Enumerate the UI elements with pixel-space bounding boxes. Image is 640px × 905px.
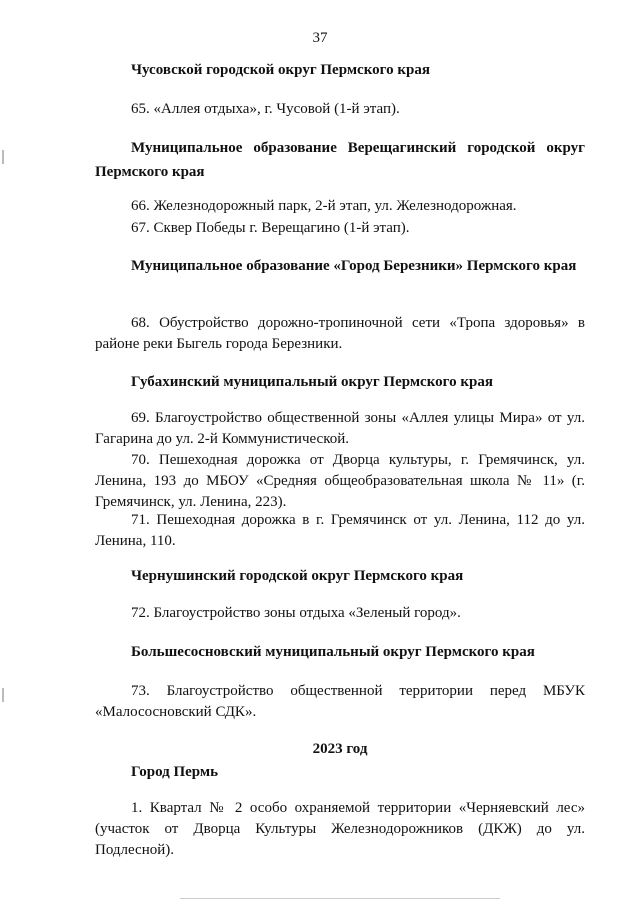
section-heading-gubakha: Губахинский муниципальный округ Пермского края [131, 374, 493, 390]
list-item-72: 72. Благоустройство зоны отдыха «Зеленый город». [131, 605, 461, 621]
list-item-68: 68. Обустройство дорожно-тропиночной сети «Тропа здоровья» в районе реки Быгель города Березники. [95, 315, 585, 352]
list-item-65: 65. «Аллея отдыха», г. Чусовой (1-й этап). [131, 101, 400, 117]
section-heading-chernushka: Чернушинский городской округ Пермского края [131, 568, 464, 584]
section-heading-bolshaya-sosnova: Большесосновский муниципальный округ Пермского края [131, 644, 535, 660]
scan-edge-mark [2, 688, 4, 702]
list-item-66: 66. Железнодорожный парк, 2-й этап, ул. Железнодорожная. [131, 198, 517, 214]
list-item-70: 70. Пешеходная дорожка от Дворца культуры, г. Гремячинск, ул. Ленина, 193 до МБОУ «Средняя общеобразовательная школа № 11» (г. Гремячинск, ул. Ленина, 223). [95, 452, 585, 510]
scan-edge-mark [2, 150, 4, 164]
city-heading: Город Пермь [131, 764, 219, 780]
section-heading-berezniki: Муниципальное образование «Город Березники» Пермского края [131, 258, 577, 274]
list-item-71: 71. Пешеходная дорожка в г. Гремячинск от ул. Ленина, 112 до ул. Ленина, 110. [95, 512, 585, 549]
section-heading-vereshchagino: Муниципальное образование Верещагинский городской округ Пермского края [95, 140, 585, 180]
list-item-69: 69. Благоустройство общественной зоны «Аллея улицы Мира» от ул. Гагарина до ул. 2-й Коммунистической. [95, 410, 585, 447]
section-heading-chusovoy: Чусовской городской округ Пермского края [131, 62, 430, 78]
list-item-67: 67. Сквер Победы г. Верещагино (1-й этап). [131, 220, 410, 236]
page-number: 37 [312, 30, 328, 46]
list-item-73: 73. Благоустройство общественной территории перед МБУК «Малососновский СДК». [95, 683, 585, 720]
scan-bottom-line [180, 898, 500, 899]
city-list-item-1: 1. Квартал № 2 особо охраняемой территории «Черняевский лес» (участок от Дворца Культуры Железнодорожников (ДКЖ) до ул. Подлесной). [95, 800, 585, 858]
year-heading: 2023 год [312, 741, 368, 757]
